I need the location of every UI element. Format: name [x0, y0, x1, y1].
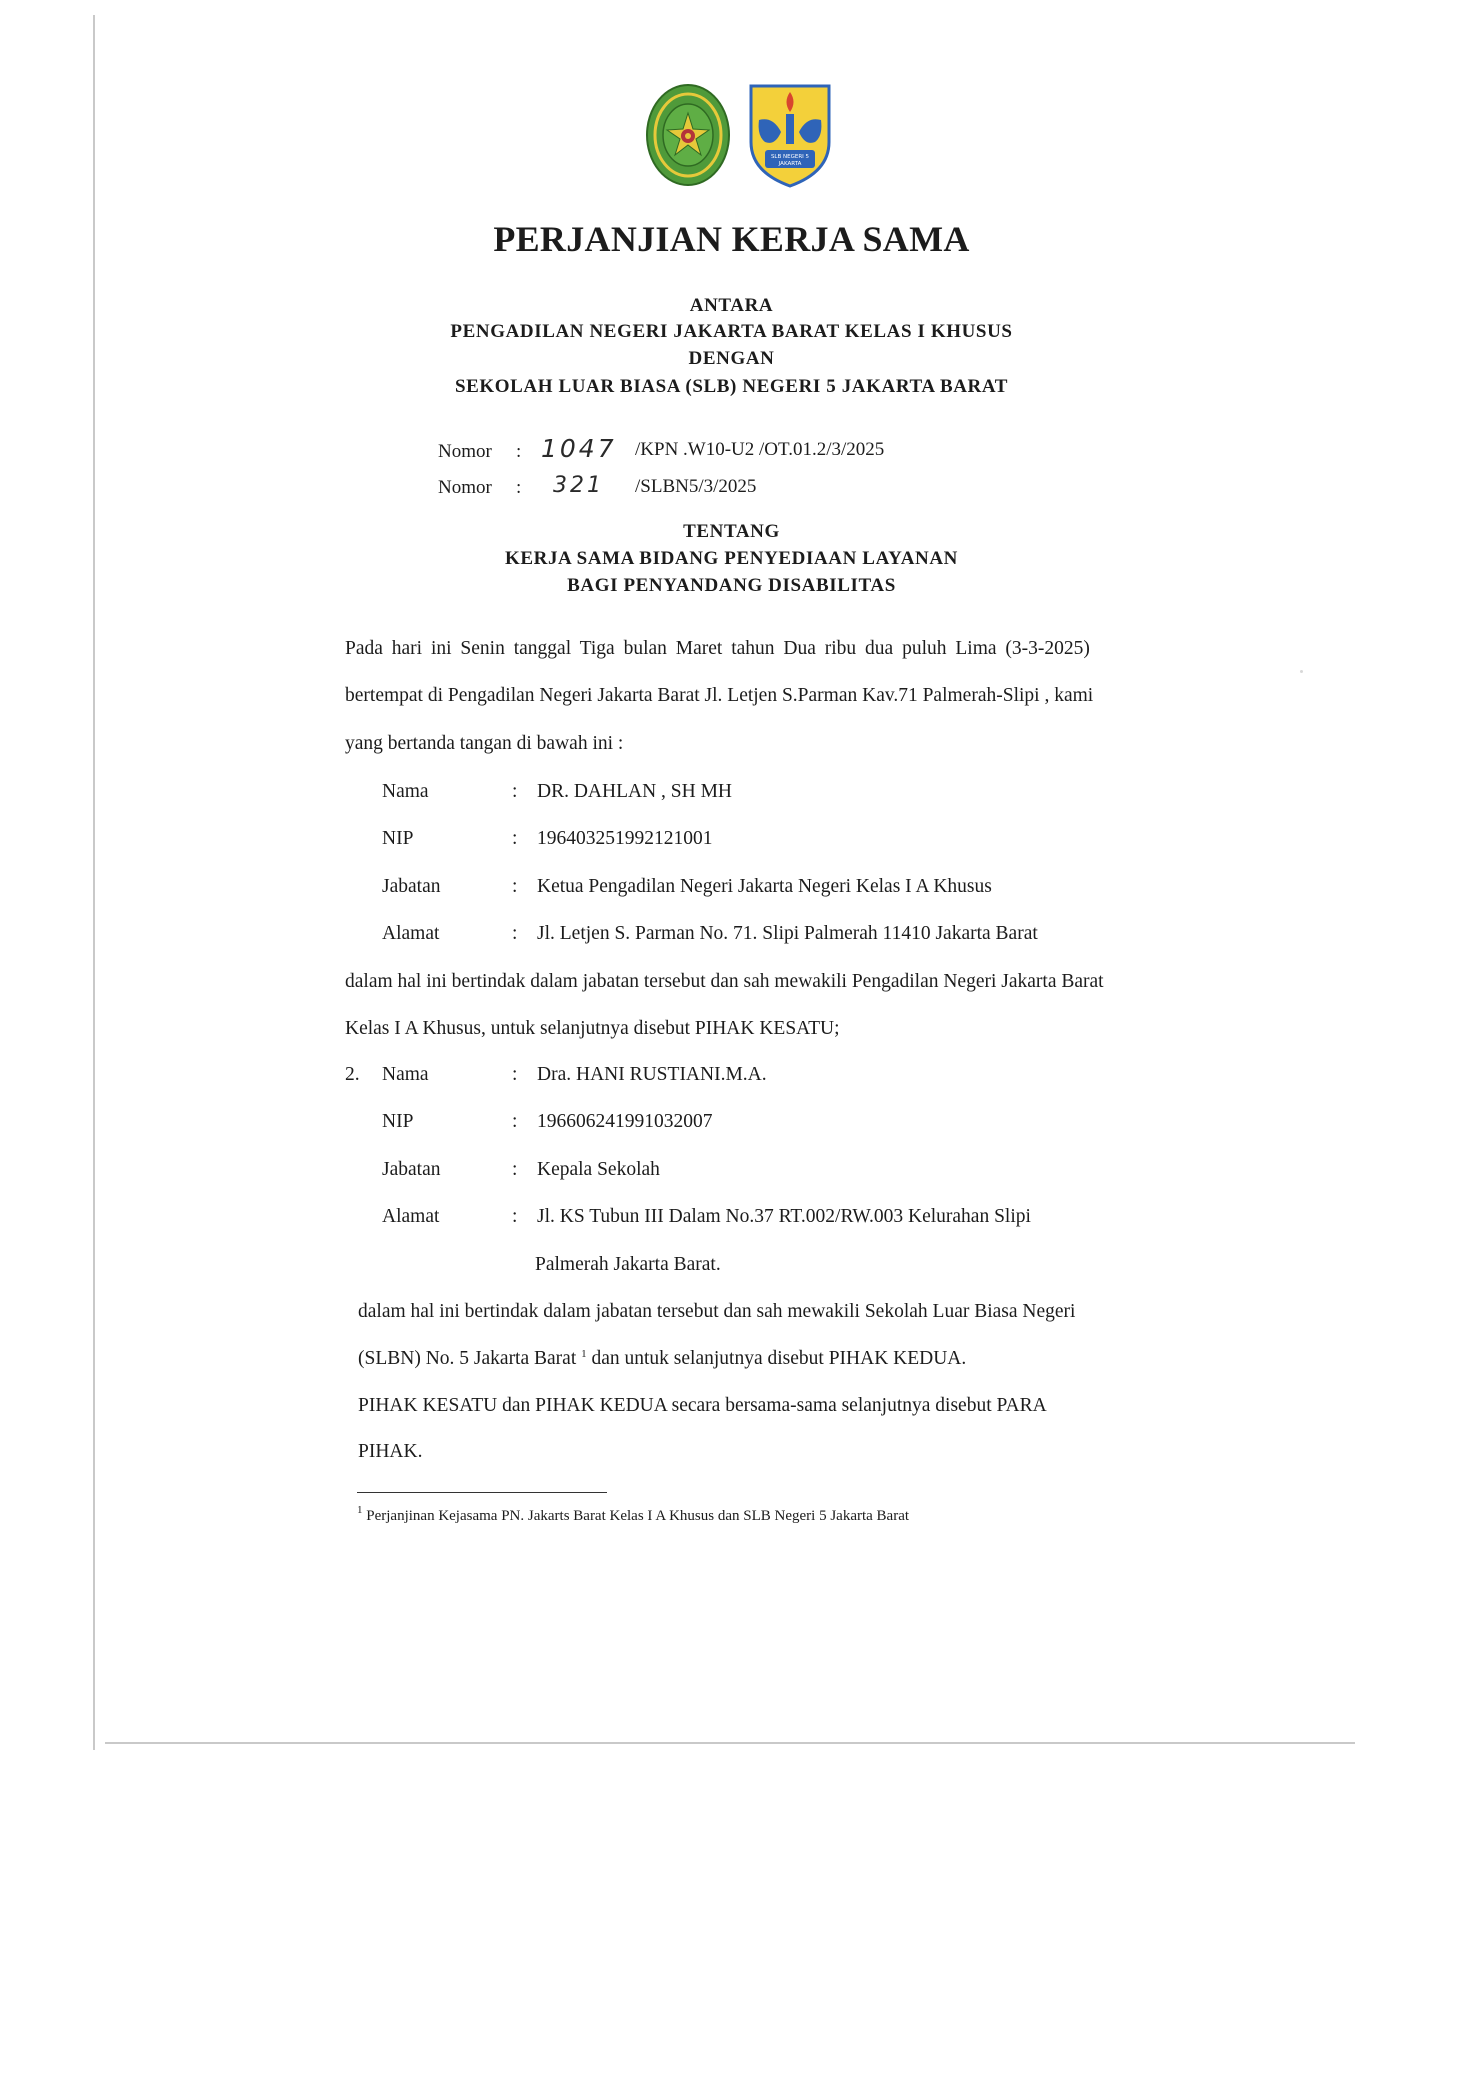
footnote-text: Perjanjinan Kejasama PN. Jakarts Barat Kelas I A Khusus dan SLB Negeri 5 Jakarta Barat — [362, 1508, 910, 1524]
party1-alamat-colon: : — [512, 923, 518, 944]
emblem-text-line1: SLB NEGERI 5 — [770, 154, 810, 160]
court-seal-logo — [645, 83, 731, 187]
footnote-reference: 1 — [581, 1348, 587, 1360]
party2-nama-label: Nama — [382, 1064, 429, 1085]
party2-statement-line-2 — [358, 1348, 966, 1370]
handwritten-number-2: 321 — [553, 473, 604, 498]
scan-edge-left — [93, 15, 95, 1750]
party1-nip-value: 196403251992121001 — [537, 828, 713, 849]
party2-alamat-label: Alamat — [382, 1206, 440, 1227]
party1-nama-colon: : — [512, 781, 518, 802]
nomor-colon-1: : — [516, 441, 522, 462]
party1-nip-colon: : — [512, 828, 518, 849]
party1-statement-line-1: dalam hal ini bertindak dalam jabatan tersebut dan sah mewakili Pengadilan Negeri Jakarta Barat — [345, 971, 1104, 992]
tentang-label: TENTANG — [683, 521, 780, 542]
party2-alamat-colon: : — [512, 1206, 518, 1227]
party1-alamat-value: Jl. Letjen S. Parman No. 71. Slipi Palmerah 11410 Jakarta Barat — [537, 923, 1038, 944]
scan-speck — [1300, 670, 1303, 673]
party1-jabatan-label: Jabatan — [382, 876, 441, 897]
party1-heading: PENGADILAN NEGERI JAKARTA BARAT KELAS I KHUSUS — [450, 321, 1013, 342]
scan-edge-bottom — [105, 1742, 1355, 1744]
party2-nama-value: Dra. HANI RUSTIANI.M.A. — [537, 1064, 767, 1085]
tentang-line-2: BAGI PENYANDANG DISABILITAS — [567, 575, 896, 596]
party2-nip-label: NIP — [382, 1111, 414, 1132]
party2-alamat-continuation: Palmerah Jakarta Barat. — [535, 1254, 721, 1275]
footnote — [357, 1504, 909, 1525]
party1-alamat-label: Alamat — [382, 923, 440, 944]
party2-number: 2. — [345, 1064, 360, 1085]
party2-jabatan-value: Kepala Sekolah — [537, 1159, 660, 1180]
opening-line-2: bertempat di Pengadilan Negeri Jakarta Barat Jl. Letjen S.Parman Kav.71 Palmerah-Slipi , kami — [345, 685, 1094, 706]
party1-jabatan-value: Ketua Pengadilan Negeri Jakarta Negeri Kelas I A Khusus — [537, 876, 992, 897]
party1-nama-label: Nama — [382, 781, 429, 802]
handwritten-number-1: 1047 — [541, 434, 617, 463]
opening-line-3: yang bertanda tangan di bawah ini : — [345, 733, 624, 754]
party2-statement-line-2-b: dan untuk selanjutnya disebut PIHAK KEDUA. — [586, 1348, 967, 1369]
footnote-mark: 1 — [357, 1504, 363, 1516]
nomor-suffix-2: /SLBN5/3/2025 — [635, 476, 757, 497]
document-title: PERJANJIAN KERJA SAMA — [493, 219, 970, 259]
party1-jabatan-colon: : — [512, 876, 518, 897]
footnote-rule — [357, 1492, 607, 1493]
nomor-colon-2: : — [516, 477, 522, 498]
party2-alamat-value: Jl. KS Tubun III Dalam No.37 RT.002/RW.003 Kelurahan Slipi — [537, 1206, 1031, 1227]
para-pihak-line-2: PIHAK. — [358, 1441, 423, 1462]
tentang-line-1: KERJA SAMA BIDANG PENYEDIAAN LAYANAN — [504, 548, 959, 569]
dengan-label: DENGAN — [688, 348, 775, 369]
opening-line-1: Pada hari ini Senin tanggal Tiga bulan Maret tahun Dua ribu dua puluh Lima (3-3-2025) — [345, 638, 1090, 659]
para-pihak-line-1: PIHAK KESATU dan PIHAK KEDUA secara bersama-sama selanjutnya disebut PARA — [358, 1395, 1047, 1416]
party2-statement-line-2-a: (SLBN) No. 5 Jakarta Barat — [358, 1348, 582, 1369]
party2-jabatan-label: Jabatan — [382, 1159, 441, 1180]
party1-nip-label: NIP — [382, 828, 414, 849]
party2-nip-colon: : — [512, 1111, 518, 1132]
nomor-label-2: Nomor — [438, 477, 492, 498]
party2-heading: SEKOLAH LUAR BIASA (SLB) NEGERI 5 JAKARTA BARAT — [454, 376, 1009, 397]
nomor-suffix-1: /KPN .W10-U2 /OT.01.2/3/2025 — [635, 439, 885, 460]
nomor-label-1: Nomor — [438, 441, 492, 462]
slb-emblem-logo — [745, 80, 835, 190]
party1-statement-line-2: Kelas I A Khusus, untuk selanjutnya disebut PIHAK KESATU; — [345, 1018, 840, 1039]
party2-statement-line-1: dalam hal ini bertindak dalam jabatan tersebut dan sah mewakili Sekolah Luar Biasa Negeri — [358, 1301, 1076, 1322]
party2-jabatan-colon: : — [512, 1159, 518, 1180]
party2-nama-colon: : — [512, 1064, 518, 1085]
party2-nip-value: 196606241991032007 — [537, 1111, 713, 1132]
antara-label: ANTARA — [689, 295, 774, 316]
party1-nama-value: DR. DAHLAN , SH MH — [537, 781, 733, 802]
emblem-text-line2: JAKARTA — [778, 161, 802, 167]
